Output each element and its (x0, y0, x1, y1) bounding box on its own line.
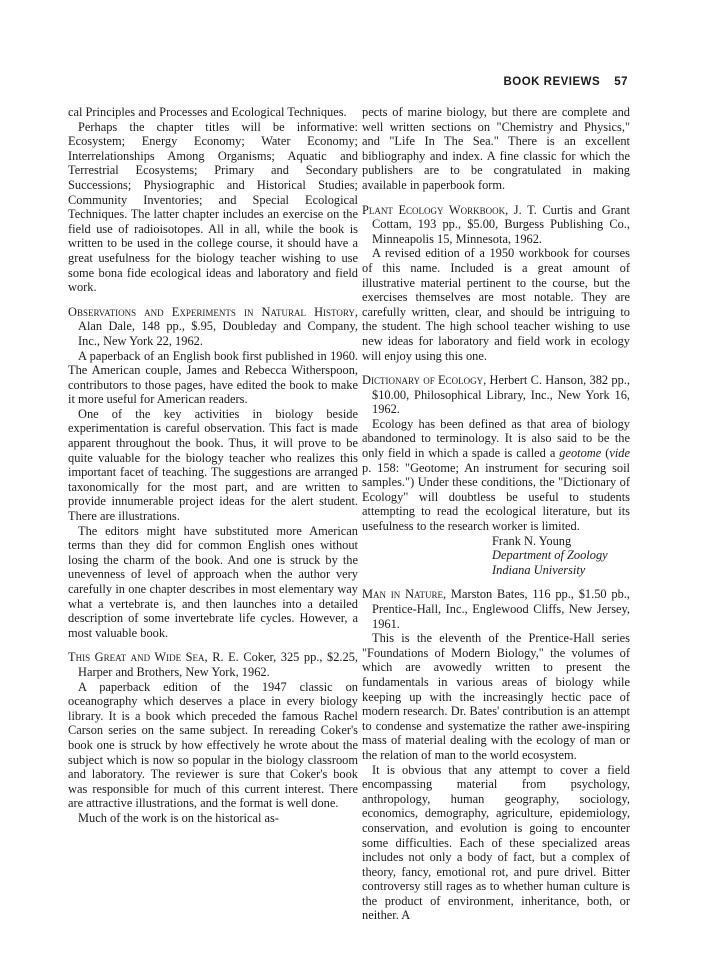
left-column (68, 105, 358, 826)
book-title: Observations and Experiments in Natural History, (68, 304, 358, 319)
paragraph: Perhaps the chapter titles will be informative: Ecosystem; Energy Economy; Water Economy; Interrelationships Among Organisms; Aquatic and Terrestrial Ecosystems; Primary and Secondary Successions; Physiographic and Historical Studies; Community Inventories; and Special Ecological Techniques. The latter chapter includes an exercise on the field use of radioisotopes. All in all, while the book is written to be used in the college course, it should have a great usefulness for the biology teacher wishing to use some bona fide ecological ideas and laboratory and field work. (68, 119, 358, 295)
book-details: R. E. Coker, 325 pp., $2.25, Harper and Brothers, New York, 1962. (78, 650, 358, 679)
book-title: This Great and Wide Sea, (68, 650, 208, 665)
paragraph: This is the eleventh of the Prentice-Hall series "Foundations of Modern Biology," the volumes of which are avowedly written to present the fundamentals in various areas of biology while keeping up with the increasingly hectic pace of modern research. Dr. Bates' contribution is an attempt to condense and systematize the rather awe-inspiring mass of material dealing with the ecology of man or the relation of man to the world ecosystem. (362, 631, 630, 762)
paragraph: The editors might have substituted more American terms than they did for common English ones without losing the charm of the book. And one is struck by the unevenness of level of approach when the author very carefully in one chapter describes in most elementary way what a vertebrate is, and then launches into a detailed description of some invertebrate life cycles. However, a most valuable book. (68, 523, 358, 640)
book-details: Alan Dale, 148 pp., $.95, Doubleday and Company, Inc., New York 22, 1962. (78, 319, 358, 348)
book-citation (362, 587, 630, 631)
book-title: Man in Nature, (362, 587, 447, 602)
text-run: Ecology has been defined as that area of biology abandoned to terminology. It is also said to be the only field in which a spade is called a (362, 416, 630, 461)
right-column (362, 105, 630, 923)
text-run: ( (601, 446, 610, 461)
book-citation (68, 650, 358, 679)
text-run: p. 158: "Geotome; An instrument for securing soil samples.") Under these conditions, the "Dictionary of Ecology" will doubtless be useful to students attempting to read the ecological literature, but its usefulness to the research worker is limited. (362, 460, 630, 534)
page-number: 57 (614, 76, 628, 88)
book-citation (362, 203, 630, 247)
italic-term: geotome (559, 446, 602, 461)
book-citation (362, 373, 630, 417)
paragraph: A revised edition of a 1950 workbook for courses of this name. Included is a great amount of illustrative material pertinent to the course, but the exercises themselves are most notable. They are carefully written, clear, and should be intriguing to the student. The high school teacher wishing to use new ideas for laboratory and field work in ecology will enjoy using this one. (362, 246, 630, 363)
running-header (503, 76, 628, 88)
reviewer-signature (362, 534, 630, 578)
paragraph: cal Principles and Processes and Ecological Techniques. (68, 105, 347, 119)
paragraph: Much of the work is on the historical as- (78, 810, 279, 825)
paragraph: One of the key activities in biology beside experimentation is careful observation. This fact is made apparent throughout the book. Thus, it will prove to be quite valuable for the biology teacher who realizes this important facet of teaching. The suggestions are arranged taxonomically for the most part, and are written to provide innumerable project ideas for the alert student. There are illustrations. (68, 406, 358, 524)
book-title: Dictionary of Ecology, (362, 373, 487, 388)
book-details: J. T. Curtis and Grant Cottam, 193 pp., $5.00, Burgess Publishing Co., Minneapolis 15, Minnesota, 1962. (372, 202, 630, 246)
paragraph: A paperback of an English book first published in 1960. The American couple, James and Rebecca Witherspoon, contributors to those pages, have edited the book to make it more useful for American readers. (68, 348, 358, 407)
book-title: Plant Ecology Workbook, (362, 202, 509, 217)
book-details: Herbert C. Hanson, 382 pp., $10.00, Philosophical Library, Inc., New York 16, 1962. (372, 373, 630, 417)
paragraph (362, 417, 630, 534)
reviewer-name: Frank N. Young (492, 533, 572, 548)
paragraph: pects of marine biology, but there are complete and well written sections on "Chemistry and Physics," and "Life In The Sea." There is an excellent bibliography and index. A fine classic for which the publishers are to be congratulated in making available in paperbook form. (362, 105, 630, 192)
book-details: Marston Bates, 116 pp., $1.50 pb., Prentice-Hall, Inc., Englewood Cliffs, New Jersey, 1961. (372, 587, 630, 631)
reviewer-department: Department of Zoology (492, 548, 608, 563)
section-title: BOOK REVIEWS (503, 76, 601, 88)
reviewer-university: Indiana University (492, 562, 586, 577)
paragraph: A paperback edition of the 1947 classic on oceanography which deserves a place in every biology library. It is a book which preceded the famous Rachel Carson series on the same subject. In rereading Coker's book one is struck by how effectively he wrote about the subject which is now so popular in the biology classroom and laboratory. The reviewer is sure that Coker's book was responsible for much of this current interest. There are attractive illustrations, and the format is well done. (68, 679, 358, 811)
book-citation (68, 305, 358, 349)
paragraph: It is obvious that any attempt to cover a field encompassing material from psychology, anthropology, human geography, sociology, economics, demography, agriculture, epidemiology, conservation, and evolution is going to encounter some difficulties. Each of these specialized areas includes not only a body of fact, but a complex of theory, fancy, emotional rot, and pure drivel. Bitter controversy still rages as to whether human culture is the product of environment, inheritance, both, or neither. A (362, 762, 630, 923)
italic-term: vide (609, 446, 630, 461)
